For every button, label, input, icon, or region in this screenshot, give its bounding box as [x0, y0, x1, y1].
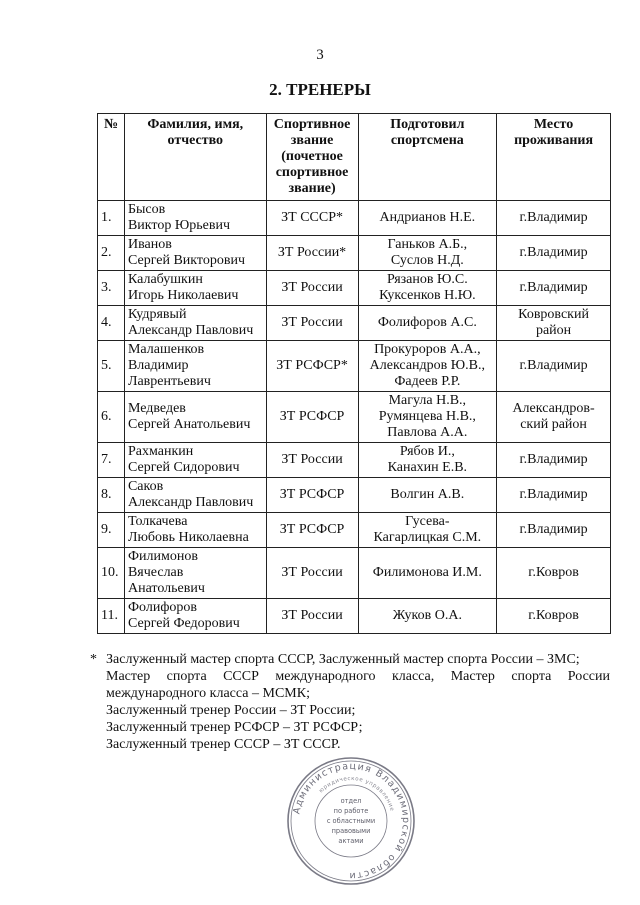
row-number: 1. — [98, 201, 125, 236]
trained-athletes: Фолифоров А.С. — [358, 306, 497, 341]
header-residence: Место проживания — [497, 114, 611, 201]
coach-name: Бысов Виктор Юрьевич — [124, 201, 266, 236]
stamp-center-text — [327, 797, 375, 845]
row-number: 10. — [98, 548, 125, 599]
row-number: 5. — [98, 341, 125, 392]
trained-athletes: Жуков О.А. — [358, 599, 497, 634]
row-number: 2. — [98, 236, 125, 271]
table-header-row — [98, 114, 611, 201]
table-row — [98, 599, 611, 634]
table-row — [98, 513, 611, 548]
row-number: 11. — [98, 599, 125, 634]
sport-title: ЗТ СССР* — [266, 201, 358, 236]
section-title: 2. ТРЕНЕРЫ — [269, 80, 371, 99]
trained-athletes: Гусева- Кагарлицкая С.М. — [358, 513, 497, 548]
header-num: № — [98, 114, 125, 201]
official-stamp — [286, 756, 416, 886]
table-row — [98, 548, 611, 599]
svg-text:по работе: по работе — [333, 807, 369, 815]
table-row — [98, 306, 611, 341]
residence: г.Владимир — [497, 341, 611, 392]
trained-athletes: Ганьков А.Б., Суслов Н.Д. — [358, 236, 497, 271]
coach-name: Калабушкин Игорь Николаевич — [124, 271, 266, 306]
coach-name: Медведев Сергей Анатольевич — [124, 392, 266, 443]
table-body — [98, 201, 611, 634]
svg-text:актами: актами — [338, 837, 364, 845]
trained-athletes: Рябов И., Канахин Е.В. — [358, 443, 497, 478]
residence: г.Владимир — [497, 443, 611, 478]
residence: г.Ковров — [497, 548, 611, 599]
header-name: Фамилия, имя, отчество — [124, 114, 266, 201]
page-number: 3 — [316, 47, 324, 63]
row-number: 8. — [98, 478, 125, 513]
svg-text:правовыми: правовыми — [331, 827, 371, 835]
table-row — [98, 392, 611, 443]
coach-name: Иванов Сергей Викторович — [124, 236, 266, 271]
svg-text:отдел: отдел — [340, 797, 362, 805]
stamp-inner-text: юридическое управление — [318, 775, 395, 813]
row-number: 7. — [98, 443, 125, 478]
row-number: 4. — [98, 306, 125, 341]
sport-title: ЗТ РСФСР* — [266, 341, 358, 392]
coaches-table — [97, 113, 611, 634]
residence: г.Владимир — [497, 236, 611, 271]
sport-title: ЗТ России — [266, 599, 358, 634]
header-athletes: Подготовил спортсмена — [358, 114, 497, 201]
trained-athletes: Прокуроров А.А., Александров Ю.В., Фадеев Р.Р. — [358, 341, 497, 392]
table-row — [98, 201, 611, 236]
sport-title: ЗТ России — [266, 306, 358, 341]
trained-athletes: Филимонова И.М. — [358, 548, 497, 599]
row-number: 9. — [98, 513, 125, 548]
sport-title: ЗТ РСФСР — [266, 478, 358, 513]
footnote-line: Заслуженный тренер СССР – ЗТ СССР. — [106, 737, 341, 752]
table-row — [98, 341, 611, 392]
residence: г.Владимир — [497, 201, 611, 236]
sport-title: ЗТ России* — [266, 236, 358, 271]
residence: г.Владимир — [497, 478, 611, 513]
coach-name: Филимонов Вячеслав Анатольевич — [124, 548, 266, 599]
row-number: 3. — [98, 271, 125, 306]
footnote-line: Заслуженный тренер России – ЗТ России; — [106, 703, 356, 718]
sport-title: ЗТ РСФСР — [266, 392, 358, 443]
residence: Александров- ский район — [497, 392, 611, 443]
svg-text:с областными: с областными — [326, 817, 376, 825]
residence: г.Владимир — [497, 513, 611, 548]
footnote-marker: * — [90, 652, 97, 667]
coach-name: Саков Александр Павлович — [124, 478, 266, 513]
sport-title: ЗТ России — [266, 548, 358, 599]
residence: г.Ковров — [497, 599, 611, 634]
coach-name: Малашенков Владимир Лаврентьевич — [124, 341, 266, 392]
coach-name: Рахманкин Сергей Сидорович — [124, 443, 266, 478]
coach-name: Кудрявый Александр Павлович — [124, 306, 266, 341]
footnote-line: Заслуженный тренер РСФСР – ЗТ РСФСР; — [106, 720, 363, 735]
table-row — [98, 271, 611, 306]
table-row — [98, 478, 611, 513]
row-number: 6. — [98, 392, 125, 443]
header-title: Спортивное звание (почетное спортивное звание) — [266, 114, 358, 201]
footnote-line: Мастер спорта СССР международного класса, Мастер спорта России — [106, 669, 610, 684]
sport-title: ЗТ России — [266, 271, 358, 306]
sport-title: ЗТ РСФСР — [266, 513, 358, 548]
table-row — [98, 236, 611, 271]
stamp-outer-text: Администрация Владимирской области — [291, 760, 412, 882]
sport-title: ЗТ России — [266, 443, 358, 478]
table-row — [98, 443, 611, 478]
trained-athletes: Андрианов Н.Е. — [358, 201, 497, 236]
footnote-line: международного класса – МСМК; — [106, 686, 310, 701]
trained-athletes: Рязанов Ю.С. Куксенков Н.Ю. — [358, 271, 497, 306]
coach-name: Фолифоров Сергей Федорович — [124, 599, 266, 634]
footnote — [90, 651, 610, 753]
trained-athletes: Магула Н.В., Румянцева Н.В., Павлова А.А. — [358, 392, 497, 443]
residence: Ковровский район — [497, 306, 611, 341]
residence: г.Владимир — [497, 271, 611, 306]
coach-name: Толкачева Любовь Николаевна — [124, 513, 266, 548]
footnote-line: Заслуженный мастер спорта СССР, Заслуженный мастер спорта России – ЗМС; — [106, 652, 580, 667]
trained-athletes: Волгин А.В. — [358, 478, 497, 513]
